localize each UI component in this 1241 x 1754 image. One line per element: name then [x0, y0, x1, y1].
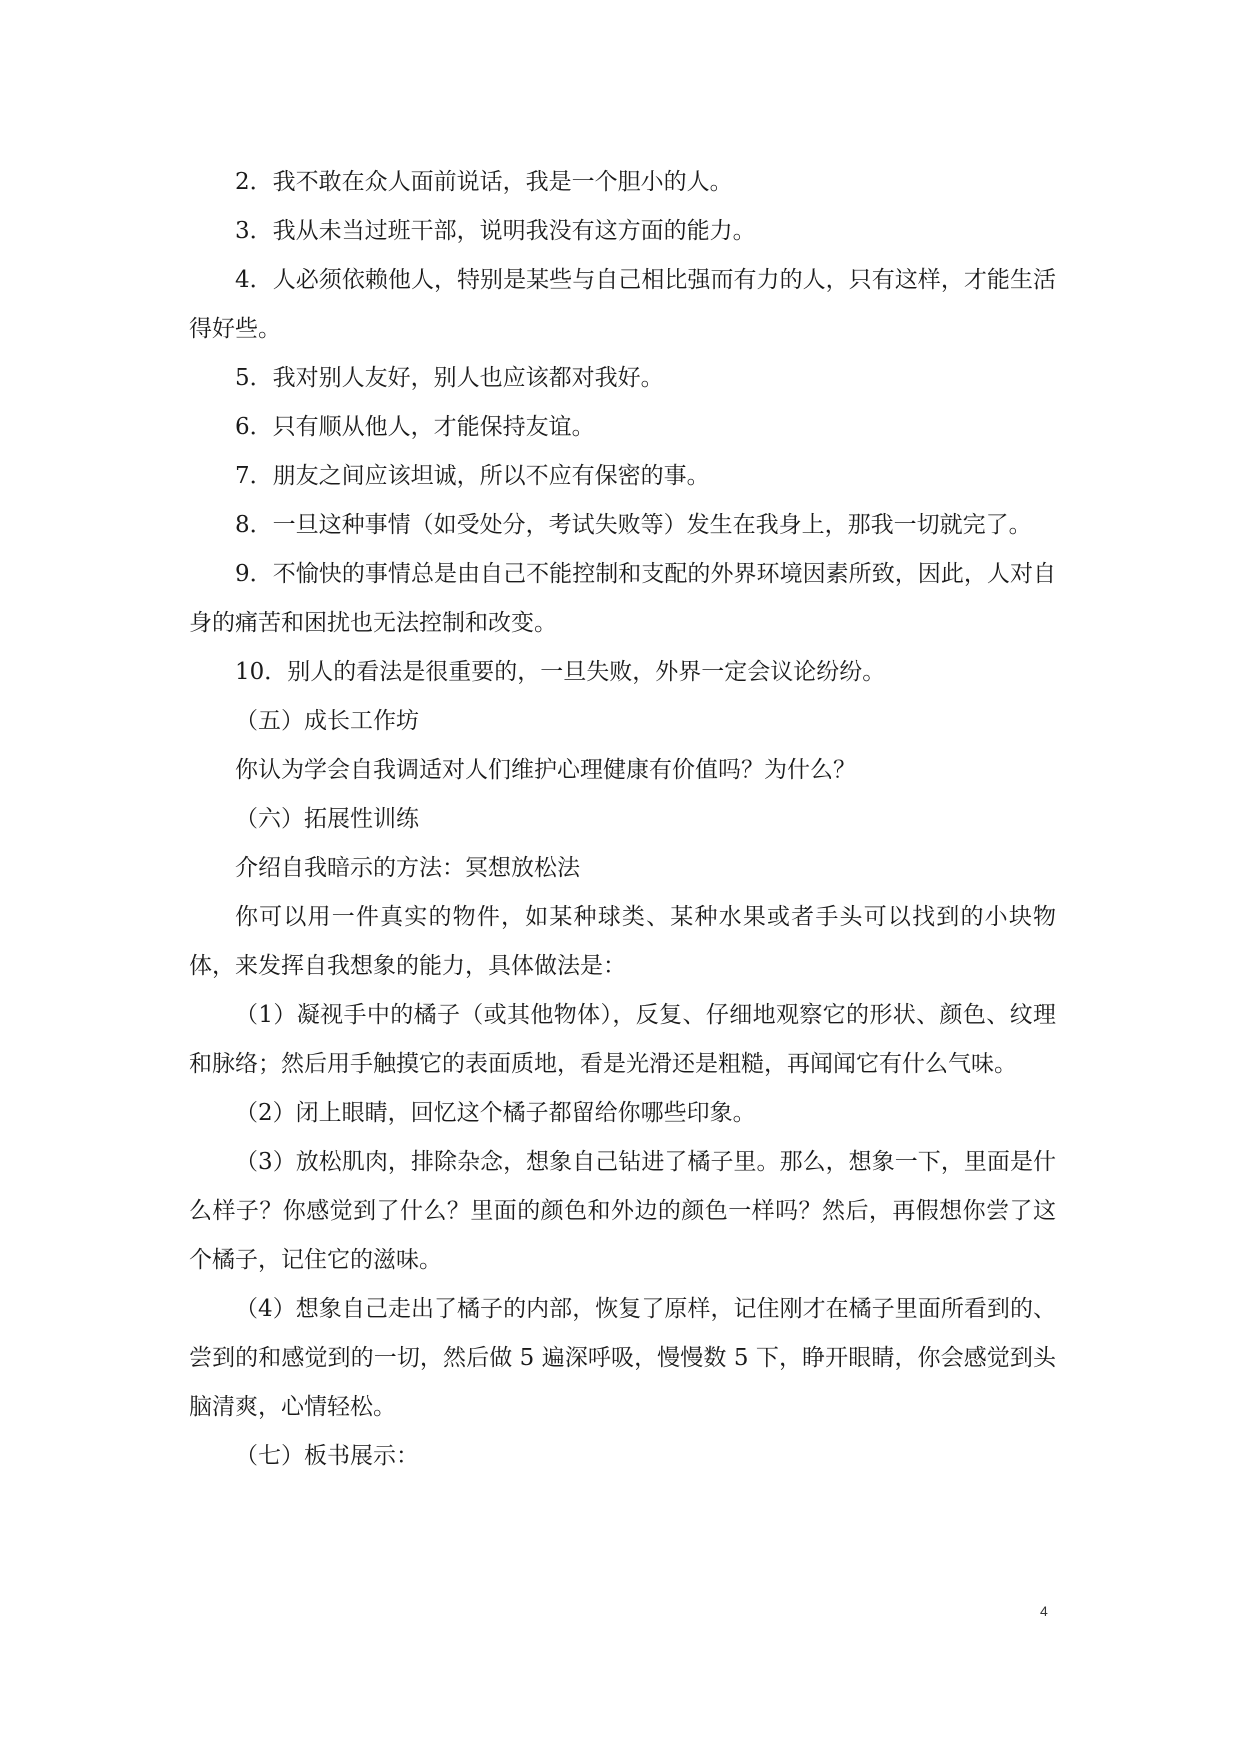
list-item-8: 8．一旦这种事情（如受处分，考试失败等）发生在我身上，那我一切就完了。	[235, 512, 1032, 538]
list-item-9: 9．不愉快的事情总是由自己不能控制和支配的外界环境因素所致，因此，人对自身的痛苦和困扰也无法控制和改变。	[189, 561, 1056, 636]
list-item-10: 10．别人的看法是很重要的，一旦失败，外界一定会议论纷纷。	[235, 659, 886, 685]
method-intro: 介绍自我暗示的方法：冥想放松法	[235, 855, 580, 881]
list-item-7: 7．朋友之间应该坦诚，所以不应有保密的事。	[235, 463, 710, 489]
page-body	[189, 158, 1056, 1481]
page-number: 4	[1040, 1603, 1048, 1619]
step-1: （1）凝视手中的橘子（或其他物体），反复、仔细地观察它的形状、颜色、纹理和脉络；然后用手触摸它的表面质地，看是光滑还是粗糙，再闻闻它有什么气味。	[189, 1002, 1056, 1077]
method-description: 你可以用一件真实的物件，如某种球类、某种水果或者手头可以找到的小块物体，来发挥自我想象的能力，具体做法是：	[189, 904, 1056, 979]
list-item-6: 6．只有顺从他人，才能保持友谊。	[235, 414, 595, 440]
section-heading-6: （六）拓展性训练	[235, 806, 419, 832]
section-heading-7: （七）板书展示：	[235, 1443, 419, 1469]
section-heading-5: （五）成长工作坊	[235, 708, 419, 734]
list-item-2: 2．我不敢在众人面前说话，我是一个胆小的人。	[235, 169, 733, 195]
list-item-3: 3．我从未当过班干部，说明我没有这方面的能力。	[235, 218, 756, 244]
list-item-4: 4．人必须依赖他人，特别是某些与自己相比强而有力的人，只有这样，才能生活得好些。	[189, 267, 1056, 342]
step-2: （2）闭上眼睛，回忆这个橘子都留给你哪些印象。	[235, 1100, 756, 1126]
discussion-question: 你认为学会自我调适对人们维护心理健康有价值吗？为什么？	[235, 757, 856, 783]
step-3: （3）放松肌肉，排除杂念，想象自己钻进了橘子里。那么，想象一下，里面是什么样子？你感觉到了什么？里面的颜色和外边的颜色一样吗？然后，再假想你尝了这个橘子，记住它的滋味。	[189, 1149, 1056, 1273]
list-item-5: 5．我对别人友好，别人也应该都对我好。	[235, 365, 664, 391]
step-4: （4）想象自己走出了橘子的内部，恢复了原样，记住刚才在橘子里面所看到的、尝到的和感觉到的一切，然后做 5 遍深呼吸，慢慢数 5 下，睁开眼睛，你会感觉到头脑清爽，心情轻松。	[189, 1296, 1056, 1420]
